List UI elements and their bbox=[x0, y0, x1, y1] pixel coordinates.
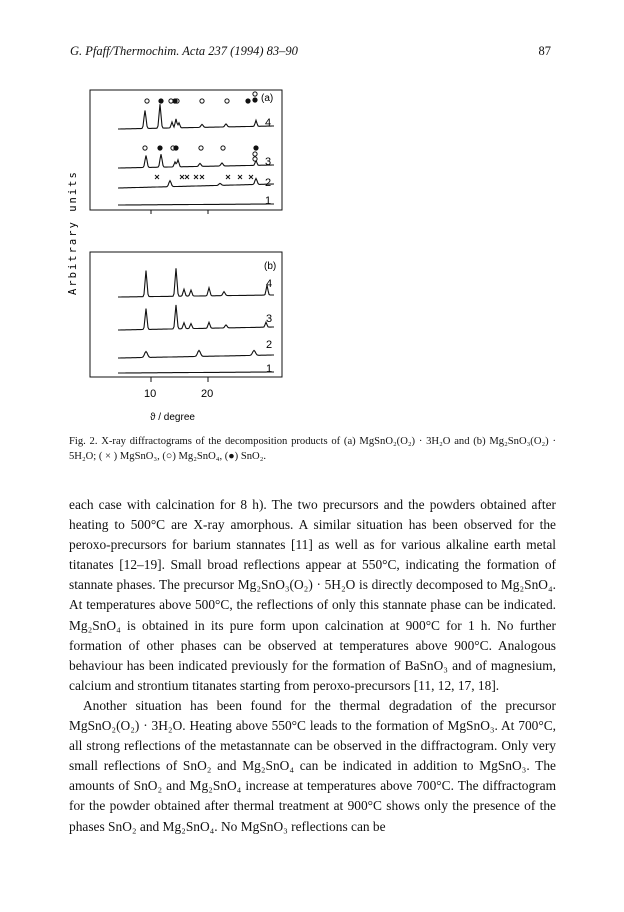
figure-caption: Fig. 2. X-ray diffractograms of the decomposition products of (a) MgSnO₂(O₂) · 3H₂O and (b) Mg₂SnO₃(O₂) · 5H₂O; ( × ) MgSnO₃, (○) Mg₂SnO₄, (●) SnO₂. bbox=[69, 436, 556, 463]
curve-b-3 bbox=[118, 305, 274, 330]
mg2sno4-marker bbox=[253, 152, 257, 156]
xrd-figure bbox=[0, 0, 624, 430]
mgsno3-marker bbox=[249, 175, 253, 179]
mgsno3-marker bbox=[185, 175, 189, 179]
mgsno3-marker bbox=[200, 175, 204, 179]
mg2sno4-marker bbox=[225, 99, 229, 103]
mgsno3-marker bbox=[194, 175, 198, 179]
mg2sno4-marker bbox=[143, 146, 147, 150]
curve-b-label: 2 bbox=[266, 339, 273, 351]
mg2sno4-marker bbox=[200, 99, 204, 103]
running-head: G. Pfaff/Thermochim. Acta 237 (1994) 83–90 bbox=[70, 44, 298, 58]
panel-a-frame bbox=[90, 90, 282, 210]
panel-a-label: (a) bbox=[261, 93, 274, 104]
paragraph-1: each case with calcination for 8 h). The two precursors and the powders obtained after heating to 500°C are X-ray amorphous. A similar situation has been observed for the peroxo-precursors for barium stannates [11] as well as for various alkaline earth metal titanates [12–19]. Small broad reflections appear at 550°C, indicating the formation of stannate phases. The precursor Mg₂SnO₃(O₂) · 5H₂O is directly decomposed to Mg₂SnO₄. At temperatures above 500°C, the reflections of only this stannate phase can be indicated. Mg₂SnO₄ is obtained in its pure form upon calcination at 900°C for 1 h. No further formation of other phases can be observed at temperatures above 900°C. Analogous behaviour has been indicated previously for the formation of BaSnO₃ and of magnesium, calcium and strontium titanates starting from peroxo-precursors [11, 12, 17, 18]. bbox=[69, 497, 556, 693]
curve-a-2 bbox=[118, 179, 274, 189]
curve-a-4 bbox=[118, 104, 274, 129]
sno2-marker bbox=[246, 99, 250, 103]
curve-b-label: 1 bbox=[266, 363, 273, 375]
sno2-marker bbox=[159, 99, 163, 103]
mgsno3-marker bbox=[155, 175, 159, 179]
mg2sno4-marker bbox=[253, 157, 257, 161]
curve-b-label: 3 bbox=[266, 313, 273, 325]
sno2-marker bbox=[158, 146, 162, 150]
x-tick-label: 10 bbox=[144, 388, 157, 400]
mgsno3-marker bbox=[238, 175, 242, 179]
curve-a-label: 4 bbox=[265, 117, 272, 129]
x-tick-label: 20 bbox=[201, 388, 214, 400]
panel-b-label: (b) bbox=[264, 261, 277, 272]
y-axis-label: Arbitrary units bbox=[67, 170, 79, 295]
mg2sno4-marker bbox=[199, 146, 203, 150]
curve-a-label: 2 bbox=[265, 177, 272, 189]
mg2sno4-marker bbox=[221, 146, 225, 150]
curve-a-label: 3 bbox=[265, 156, 272, 168]
body-text bbox=[69, 495, 556, 837]
sno2-marker bbox=[253, 98, 257, 102]
curve-b-2 bbox=[118, 350, 274, 358]
curve-a-1 bbox=[118, 204, 274, 205]
curve-a-3 bbox=[118, 154, 274, 168]
curve-a-label: 1 bbox=[265, 195, 272, 207]
page-number: 87 bbox=[538, 44, 551, 58]
x-axis-label: ϑ / degree bbox=[150, 412, 195, 423]
curve-b-1 bbox=[118, 372, 274, 373]
sno2-marker bbox=[173, 99, 177, 103]
sno2-marker bbox=[174, 146, 178, 150]
curve-b-4 bbox=[118, 268, 274, 297]
mg2sno4-marker bbox=[145, 99, 149, 103]
mg2sno4-marker bbox=[253, 92, 257, 96]
mgsno3-marker bbox=[226, 175, 230, 179]
mgsno3-marker bbox=[180, 175, 184, 179]
paragraph-2: Another situation has been found for the thermal degradation of the precursor MgSnO₂(O₂) · 3H₂O. Heating above 550°C leads to the formation of MgSnO₃. At 700°C, all strong reflections of the metastannate can be observed in the diffractogram. Only very small reflections of SnO₂ and Mg₂SnO₄ can be indicated in addition to MgSnO₃. The amounts of SnO₂ and Mg₂SnO₄ increase at temperatures above 700°C. The diffractogram for the powder obtained after thermal treatment at 900°C shows only the presence of the phases SnO₂ and Mg₂SnO₄. No MgSnO₃ reflections can be bbox=[69, 697, 556, 834]
curve-b-label: 4 bbox=[266, 278, 273, 290]
sno2-marker bbox=[254, 146, 258, 150]
